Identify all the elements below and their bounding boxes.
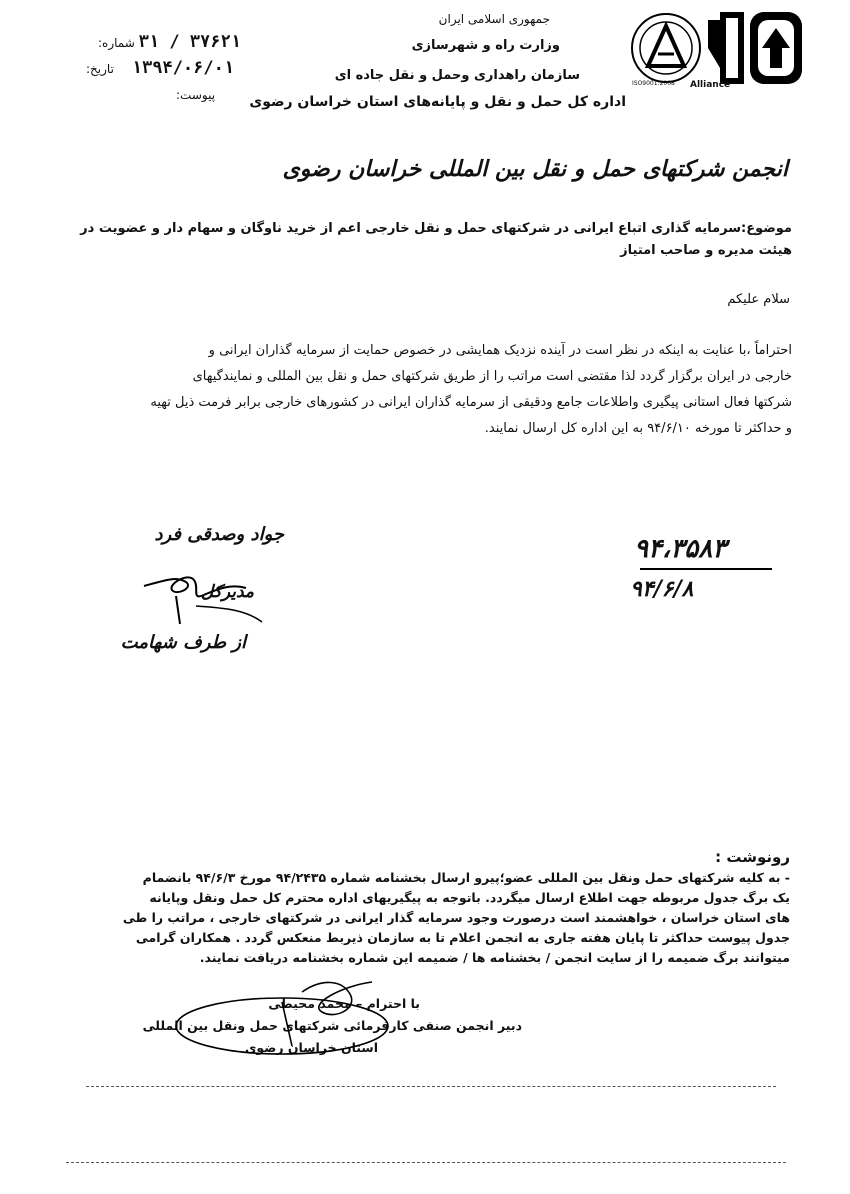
letter-attachment-label: پیوست:: [176, 88, 216, 102]
cc-line-4: جدول پیوست حداکثر تا پایان هفته جاری به انجمن اعلام تا به سازمان ذیربط منعکس گردد . همکاران گرامی: [135, 930, 790, 945]
logo-caption: Alliance: [690, 80, 731, 90]
body-line-2: خارجی در ایران برگزار گردد لذا مقتضی است مراتب را از طریق شرکتهای حمل و نقل بین المللی و نمایندگیهای: [192, 369, 792, 384]
subject-line-2: هیئت مدیره و صاحب امتیاز: [620, 243, 792, 258]
footer-divider-1: [86, 1086, 776, 1087]
cc-regards: با احترام – محمد محیطی: [268, 996, 420, 1011]
header-department: اداره کل حمل و نقل و پایانه‌های استان خراسان رضوی: [249, 94, 626, 110]
registration-underline: [640, 568, 772, 570]
handwritten-signature-icon: [172, 972, 412, 1062]
subject: [72, 218, 792, 262]
cc-line-3: های استان خراسان ، خواهشمند است درصورت وجود سرمایه گذار ایرانی در شرکتهای خارجی ، مراتب را طی: [122, 910, 790, 925]
cc-line-2: یک برگ جدول مربوطه جهت اطلاع ارسال میگردد. باتوجه به پیگیریهای اداره محترم کل حمل ونقل وپایانه: [149, 890, 790, 905]
signer-name: جواد وصدقی فرد: [154, 524, 284, 545]
body-line-1: احتراماً ،با عنایت به اینکه در نظر است در آینده نزدیک همایشی در خصوص حمایت از سرمایه گذاران ایرانی و: [208, 343, 792, 358]
letter-date-value: ۱۳۹۴/۰۶/۰۱: [131, 58, 235, 78]
header-ministry: وزارت راه و شهرسازی: [411, 38, 560, 53]
letter-number: [98, 32, 241, 52]
cc-line-1: - به کلیه شرکتهای حمل ونقل بین المللی عضو؛پیرو ارسال بخشنامه شماره ۹۴/۲۴۳۵ مورخ ۹۴/۶/۳ بانضمام: [142, 870, 790, 885]
letter-number-label: شماره:: [98, 36, 135, 50]
cc-sig-title-2: استان خراسان رضوی: [244, 1040, 378, 1055]
letter-date: [86, 58, 234, 78]
footer-divider-2: [66, 1162, 786, 1163]
body-line-4: و حداکثر تا مورخه ۹۴/۶/۱۰ به این اداره کل ارسال نمایند.: [484, 421, 792, 436]
cc-sig-title-1: دبیر انجمن صنفی کارفرمائی شرکتهای حمل ونقل بین المللی: [142, 1018, 522, 1033]
cc-body: [70, 868, 790, 968]
body-line-3: شرکتها فعال استانی پیگیری واطلاعات جامع ودقیقی از سرمایه گذاران ایرانی در کشورهای خارجی برابر فرمت ذیل تهیه: [150, 395, 792, 410]
letter-body: [57, 338, 792, 442]
cc-line-5: میتوانند برگ ضمیمه را از سایت انجمن / بخشنامه ها / ضمیمه این شماره بخشنامه دریافت نمایند.: [199, 950, 790, 965]
logo-cert: ISO9001:2008: [632, 80, 675, 87]
header-organization: سازمان راهداری وحمل و نقل جاده ای: [334, 68, 580, 83]
registration-date: ۹۴/۶/۸: [630, 576, 694, 602]
signer-on-behalf: از طرف شهامت: [120, 632, 246, 653]
letter-number-value: ۳۱ / ۳۷۶۲۱: [138, 32, 241, 52]
greeting: سلام علیکم: [727, 292, 790, 307]
cc-title: رونوشت :: [715, 848, 790, 866]
letter-attachment: [176, 88, 215, 102]
recipient: انجمن شرکتهای حمل و نقل بین المللی خراسان رضوی: [282, 156, 788, 182]
registration-number: ۹۴،۳۵۸۳: [634, 534, 727, 564]
logo: [628, 8, 808, 98]
subject-line-1: موضوع:سرمایه گذاری اتباع ایرانی در شرکتهای حمل و نقل خارجی اعم از خرید ناوگان و سهام دار و عضویت در: [80, 221, 792, 236]
cc-signature-scribble: [172, 972, 412, 1062]
letter-date-label: تاریخ:: [86, 62, 114, 76]
signer-title: مدیرکل: [200, 582, 254, 602]
header-country: جمهوری اسلامی ایران: [438, 12, 550, 26]
